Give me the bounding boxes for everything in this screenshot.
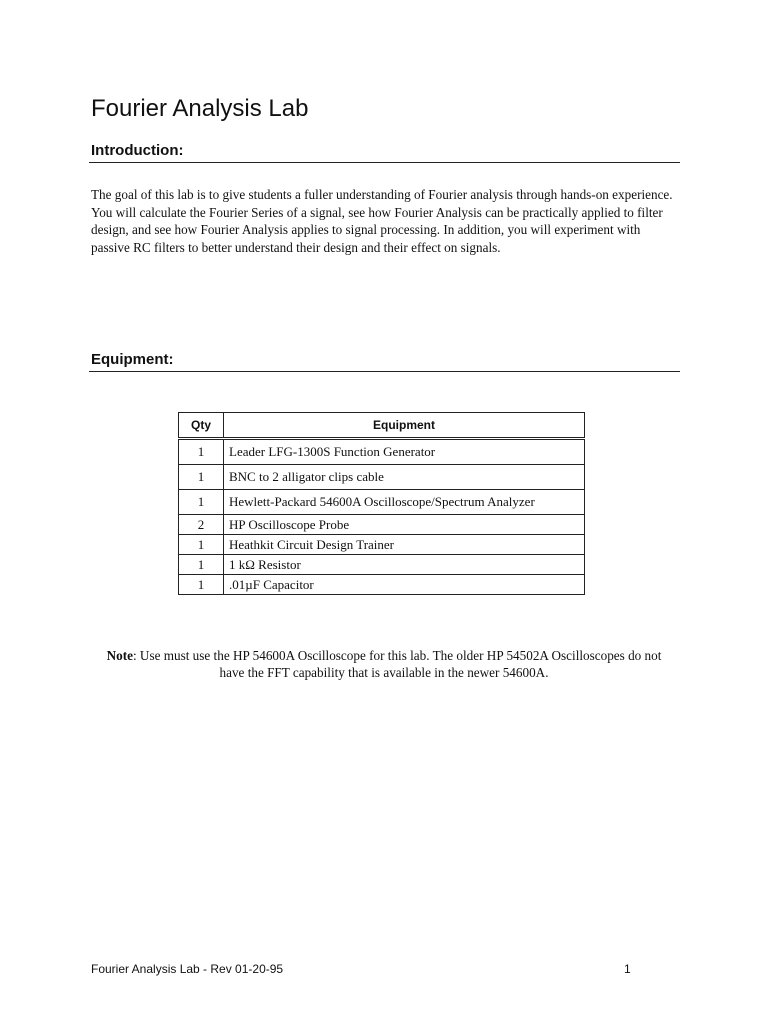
document-title: Fourier Analysis Lab	[91, 95, 309, 122]
table-header-row	[179, 413, 585, 439]
equipment-heading: Equipment:	[91, 351, 174, 368]
introduction-rule	[89, 162, 680, 163]
table-row	[179, 439, 585, 465]
equipment-cell: HP Oscilloscope Probe	[224, 515, 585, 535]
qty-cell: 1	[179, 575, 224, 595]
note-paragraph	[100, 647, 668, 681]
equipment-cell: BNC to 2 alligator clips cable	[224, 465, 585, 490]
table-row	[179, 535, 585, 555]
footer-page-number: 1	[624, 962, 631, 976]
introduction-heading: Introduction:	[91, 142, 184, 159]
equipment-cell: 1 kΩ Resistor	[224, 555, 585, 575]
note-label: Note	[106, 648, 133, 663]
equipment-cell: Heathkit Circuit Design Trainer	[224, 535, 585, 555]
qty-cell: 1	[179, 439, 224, 465]
table-row	[179, 490, 585, 515]
introduction-paragraph: The goal of this lab is to give students a fuller understanding of Fourier analysis through hands-on experience. You will calculate the Fourier Series of a signal, see how Fourier Analysis can be practically applied to filter design, and see how Fourier Analysis applies to signal processing. In addition, you will experiment with passive RC filters to better understand their design and their effect on signals.	[91, 187, 673, 255]
equipment-cell: Hewlett-Packard 54600A Oscilloscope/Spectrum Analyzer	[224, 490, 585, 515]
qty-cell: 1	[179, 535, 224, 555]
table-row	[179, 465, 585, 490]
qty-cell: 2	[179, 515, 224, 535]
note-text: : Use must use the HP 54600A Oscilloscope for this lab. The older HP 54502A Oscilloscopes do not have the FFT capability that is available in the newer 54600A.	[132, 648, 662, 680]
table-row	[179, 515, 585, 535]
equipment-rule	[89, 371, 680, 372]
qty-column-header: Qty	[179, 413, 224, 439]
equipment-column-header: Equipment	[224, 413, 585, 439]
qty-cell: 1	[179, 465, 224, 490]
equipment-cell: Leader LFG-1300S Function Generator	[224, 439, 585, 465]
qty-cell: 1	[179, 490, 224, 515]
footer-document-info: Fourier Analysis Lab - Rev 01-20-95	[91, 962, 284, 976]
table-row	[179, 575, 585, 595]
table-row	[179, 555, 585, 575]
qty-cell: 1	[179, 555, 224, 575]
equipment-cell: .01µF Capacitor	[224, 575, 585, 595]
equipment-table	[178, 412, 585, 595]
